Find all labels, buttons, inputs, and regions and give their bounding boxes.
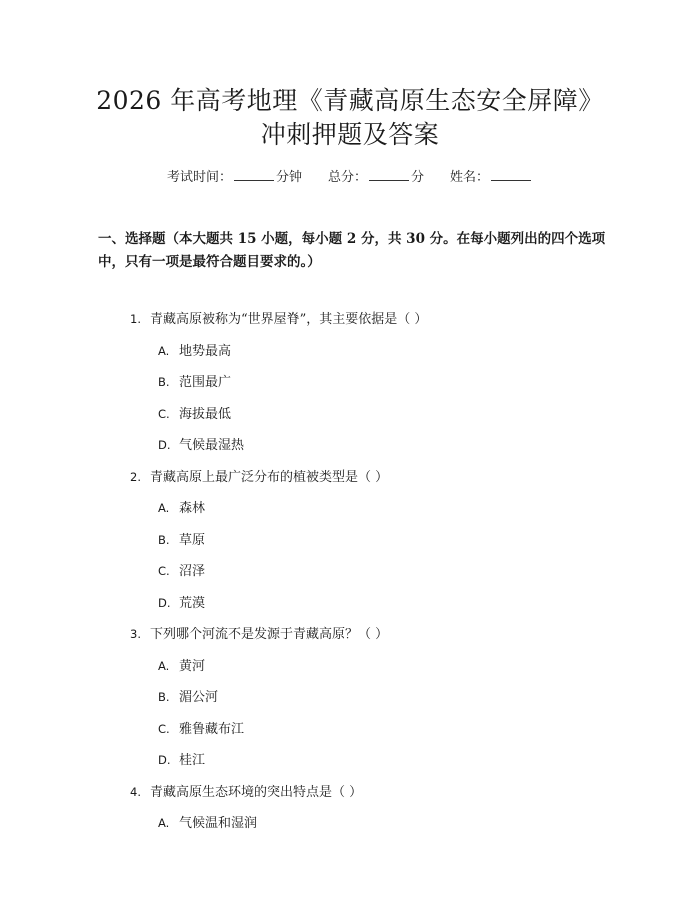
exam-meta [0,168,700,188]
option-letter: D. [158,438,171,452]
question-text: 青藏高原上最广泛分布的植被类型是（ ） [150,470,389,485]
option-letter: D. [158,596,171,610]
option-text: 黄河 [179,659,206,674]
question-1-option-b [158,372,231,393]
question-3-option-c [158,719,244,740]
option-letter: C. [158,564,170,578]
option-text: 森林 [179,501,206,516]
question-2-option-b [158,530,205,551]
question-text: 青藏高原生态环境的突出特点是（ ） [150,785,363,800]
option-letter: A. [158,816,170,830]
option-letter: C. [158,722,170,736]
option-text: 雅鲁藏布江 [179,722,245,737]
section-heading: 一、选择题（本大题共 15 小题，每小题 2 分，共 30 分。在每小题列出的四个选项中，只有一项是最符合题目要求的。） [98,231,606,270]
option-text: 湄公河 [179,690,219,705]
question-1-option-d [158,435,244,456]
exam-title-line1: 2026 年高考地理《青藏高原生态安全屏障》 [96,86,604,115]
exam-title-line2: 冲刺押题及答案 [260,120,440,149]
option-letter: A. [158,659,170,673]
question-3 [130,624,388,645]
question-1 [130,309,427,330]
question-number: 3. [130,627,141,641]
question-4-option-a [158,813,257,834]
question-text: 下列哪个河流不是发源于青藏高原？（ ） [150,627,389,642]
option-text: 海拔最低 [179,407,232,422]
option-letter: B. [158,690,170,704]
option-text: 荒漠 [179,596,206,611]
option-text: 桂江 [179,753,206,768]
question-2-option-d [158,593,205,614]
question-3-option-b [158,687,218,708]
question-3-option-d [158,750,205,771]
question-4 [130,782,362,803]
option-letter: A. [158,344,170,358]
option-letter: C. [158,407,170,421]
question-text: 青藏高原被称为“世界屋脊”，其主要依据是（ ） [150,312,428,327]
question-2-option-a [158,498,205,519]
option-letter: D. [158,753,171,767]
question-number: 4. [130,785,141,799]
question-3-option-a [158,656,205,677]
time-label: 考试时间： [166,170,232,185]
question-number: 2. [130,470,141,484]
question-number: 1. [130,312,141,326]
option-text: 气候温和湿润 [179,816,258,831]
question-1-option-c [158,404,231,425]
time-unit: 分钟 [275,170,302,185]
option-text: 气候最湿热 [179,438,245,453]
option-text: 地势最高 [179,344,232,359]
score-unit: 分 [411,170,425,185]
score-label: 总分： [327,170,367,185]
score-blank [369,168,409,181]
option-text: 范围最广 [179,375,232,390]
option-text: 草原 [179,533,206,548]
option-letter: A. [158,501,170,515]
question-2-option-c [158,561,205,582]
option-text: 沼泽 [179,564,206,579]
question-2 [130,467,388,488]
option-letter: B. [158,375,170,389]
time-blank [234,168,274,181]
question-1-option-a [158,341,231,362]
name-blank [491,168,531,181]
option-letter: B. [158,533,170,547]
name-label: 姓名： [450,170,490,185]
